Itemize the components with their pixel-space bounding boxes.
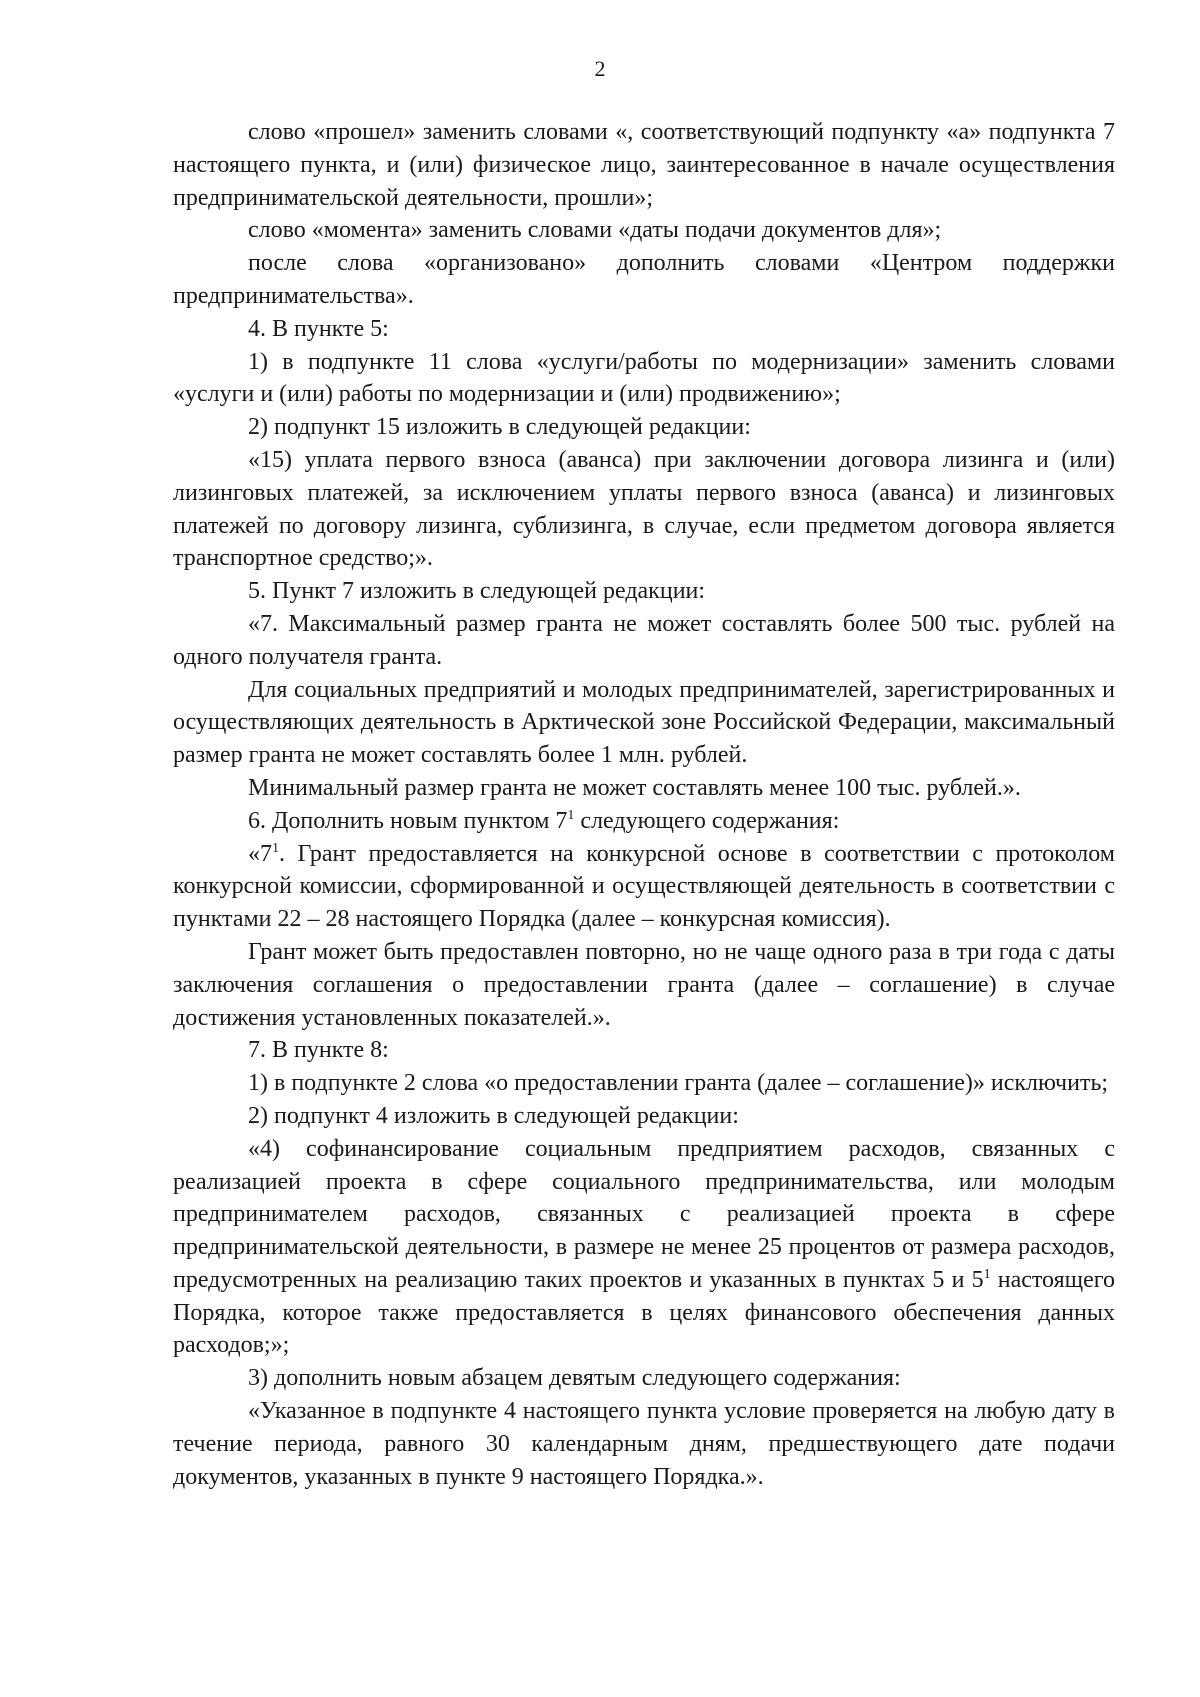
paragraph [173,805,1115,838]
paragraph: 4. В пункте 5: [248,315,389,342]
superscript: 1 [983,1266,991,1282]
paragraph: «15) уплата первого взноса (аванса) при заключении договора лизинга и (или) лизинговых платежей, за исключением уплаты первого взноса (аванса) и лизинговых платежей по договору лизинга, сублизинга, в случае, если предметом договора является транспортное средство;». [173,446,1115,572]
paragraph [173,838,1115,936]
paragraph: 2) подпункт 15 изложить в следующей редакции: [248,414,751,441]
paragraph-text: следующего содержания: [574,807,840,834]
superscript: 1 [272,840,279,856]
paragraph: 7. В пункте 8: [248,1037,389,1064]
paragraph: «7. Максимальный размер гранта не может составлять более 500 тыс. рублей на одного получателя гранта. [173,610,1115,670]
paragraph-text: «4) софинансирование социальным предприятием расходов, связанных с реализацией проекта в сфере социального предпринимательства, или молодым предпринимателем расходов, связанных с реализацией проекта в сфере предпринимательской деятельности, в размере не менее 25 процентов от размера расходов, предусмотренных на реализацию таких проектов и указанных в пунктах 5 и 5 [173,1135,1115,1293]
paragraph: 2) подпункт 4 изложить в следующей редакции: [248,1102,739,1129]
paragraph: 1) в подпункте 11 слова «услуги/работы по модернизации» заменить словами «услуги и (или) работы по модернизации и (или) продвижению»; [173,348,1115,408]
paragraph-text: «7 [248,840,272,867]
superscript: 1 [567,807,575,823]
paragraph: слово «момента» заменить словами «даты подачи документов для»; [248,217,942,244]
page-number: 2 [594,56,606,81]
paragraph: Минимальный размер гранта не может составлять менее 100 тыс. рублей.». [248,774,1021,801]
paragraph-text: 6. Дополнить новым пунктом 7 [248,807,568,834]
paragraph: «Указанное в подпункте 4 настоящего пункта условие проверяется на любую дату в течение периода, равного 30 календарным дням, предшествующего дате подачи документов, указанных в пункте 9 настоящего Порядка.». [173,1398,1115,1490]
paragraph: 1) в подпункте 2 слова «о предоставлении гранта (далее – соглашение)» исключить; [248,1070,1109,1097]
paragraph: Для социальных предприятий и молодых предпринимателей, зарегистрированных и осуществляющих деятельность в Арктической зоне Российской Федерации, максимальный размер гранта не может составлять более 1 млн. рублей. [173,676,1115,769]
paragraph: Грант может быть предоставлен повторно, но не чаще одного раза в три года с даты заключения соглашения о предоставлении гранта (далее – соглашение) в случае достижения установленных показателей.». [173,938,1115,1031]
paragraph: слово «прошел» заменить словами «, соответствующий подпункту «а» подпункта 7 настоящего пункта, и (или) физическое лицо, заинтересованное в начале осуществления предпринимательской деятельности, прошли»; [173,119,1115,211]
paragraph-text: . Грант предоставляется на конкурсной основе в соответствии с протоколом конкурсной комиссии, сформированной и осуществляющей деятельность в соответствии с пунктами 22 – 28 настоящего Порядка (далее – конкурсная комиссия). [173,840,1115,933]
document-body [173,116,1115,1493]
paragraph: 3) дополнить новым абзацем девятым следующего содержания: [248,1365,901,1392]
paragraph: 5. Пункт 7 изложить в следующей редакции: [248,578,706,605]
paragraph-text: настоящего Порядка, которое также предоставляется в целях финансового обеспечения данных расходов;»; [173,1266,1116,1359]
paragraph [173,1133,1115,1363]
paragraph: после слова «организовано» дополнить словами «Центром поддержки предпринимательства». [173,250,1115,309]
